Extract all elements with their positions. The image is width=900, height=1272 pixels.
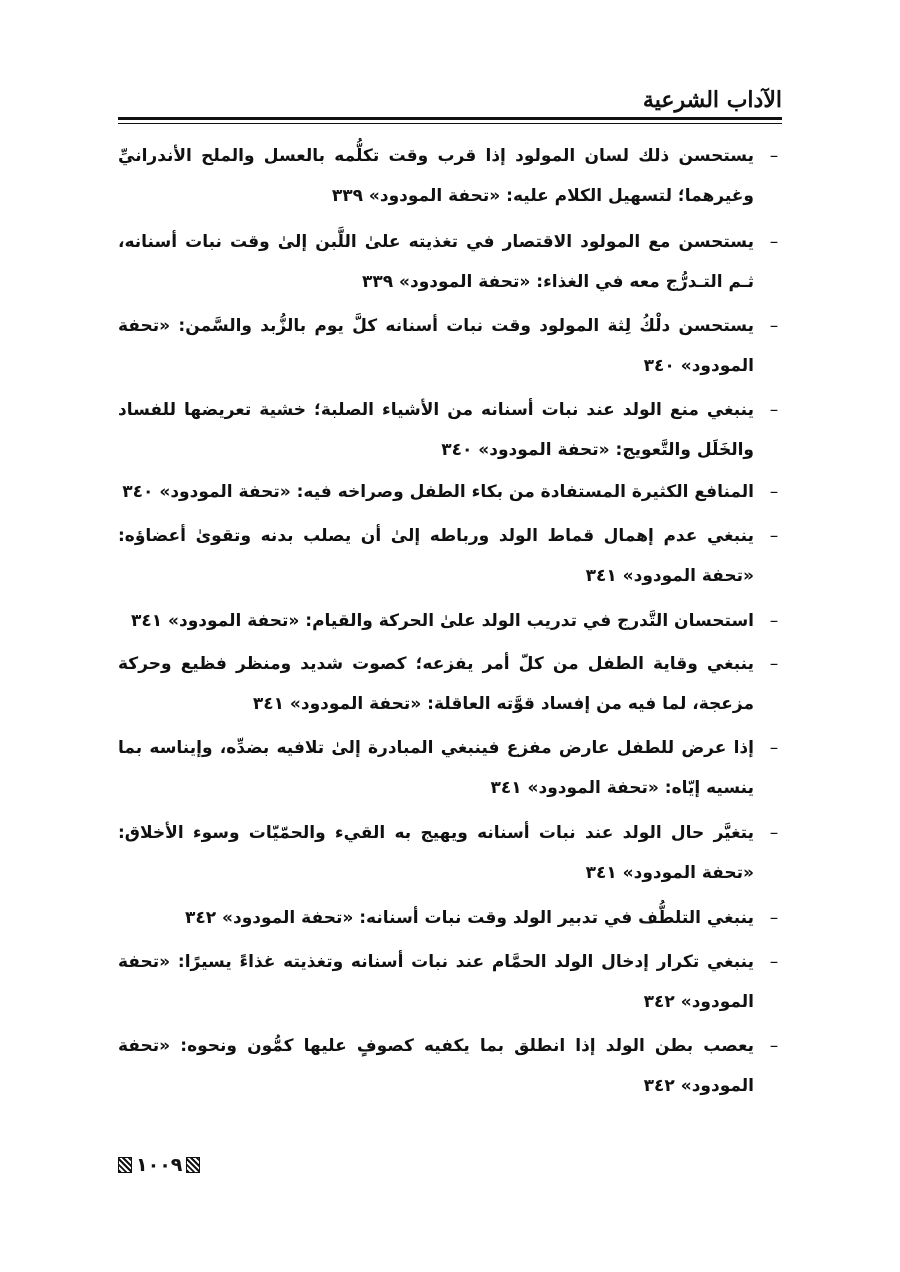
index-entry	[118, 728, 782, 808]
index-entry	[118, 942, 782, 1022]
index-entry	[118, 306, 782, 386]
entry-dash: –	[769, 611, 779, 631]
entry-text: ينبغي عدم إهمال قماط الولد ورباطه إلىٰ أن يصلب بدنه وتقوىٰ أعضاؤه: «تحفة المودود» ٣٤١	[118, 526, 754, 586]
entry-text: إذا عرض للطفل عارض مفزع فينبغي المبادرة إلىٰ تلافيه بضدِّه، وإيناسه بما ينسيه إيّاه: «تحفة المودود» ٣٤١	[118, 738, 754, 798]
entry-dash: –	[769, 400, 779, 420]
index-entry	[118, 136, 782, 216]
entry-text: يستحسن مع المولود الاقتصار في تغذيته علىٰ اللَّبن إلىٰ وقت نبات أسنانه، ثـم التـدرُّج معه في الغذاء: «تحفة المودود» ٣٣٩	[118, 232, 754, 292]
entry-text: استحسان التَّدرج في تدريب الولد علىٰ الحركة والقيام: «تحفة المودود» ٣٤١	[130, 611, 754, 631]
index-entry	[118, 1026, 782, 1106]
entry-dash: –	[769, 823, 779, 843]
entry-text: المنافع الكثيرة المستفادة من بكاء الطفل وصراخه فيه: «تحفة المودود» ٣٤٠	[122, 482, 754, 502]
entry-text: ينبغي منع الولد عند نبات أسنانه من الأشياء الصلبة؛ خشية تعريضها للفساد والخَلَل والتَّعويج: «تحفة المودود» ٣٤٠	[118, 400, 754, 460]
entry-dash: –	[769, 146, 779, 166]
header-rule-thin	[118, 123, 782, 124]
entry-dash: –	[769, 908, 779, 928]
index-entry	[118, 516, 782, 596]
entry-dash: –	[769, 1036, 779, 1056]
index-entry	[118, 222, 782, 302]
entry-dash: –	[769, 316, 779, 336]
entry-text: يستحسن دلْكُ لِثة المولود وقت نبات أسنانه كلَّ يوم بالزُّبد والسَّمن: «تحفة المودود» ٣٤٠	[118, 316, 754, 376]
page-number: ١٠٠٩	[136, 1154, 183, 1176]
index-entry	[118, 898, 782, 938]
index-entry	[118, 472, 782, 512]
running-header-title: الآداب الشرعية	[642, 87, 782, 113]
header-rule-thick	[118, 117, 782, 120]
entry-text: يعصب بطن الولد إذا انطلق بما يكفيه كصوفٍ عليها كمُّون ونحوه: «تحفة المودود» ٣٤٢	[118, 1036, 754, 1096]
entry-text: ينبغي التلطُّف في تدبير الولد وقت نبات أسنانه: «تحفة المودود» ٣٤٢	[184, 908, 754, 928]
ornament-left-icon	[118, 1157, 132, 1173]
entry-text: يتغيَّر حال الولد عند نبات أسنانه ويهيج به القيء والحمّيّات وسوء الأخلاق: «تحفة المودود» ٣٤١	[118, 823, 754, 883]
entry-dash: –	[769, 654, 779, 674]
entry-dash: –	[769, 232, 779, 252]
page-number-block	[118, 1154, 200, 1176]
entry-dash: –	[769, 952, 779, 972]
entry-text: يستحسن ذلك لسان المولود إذا قرب وقت تكلُّمه بالعسل والملح الأندرانيِّ وغيرهما؛ لتسهيل الكلام عليه: «تحفة المودود» ٣٣٩	[118, 146, 754, 206]
entry-dash: –	[769, 526, 779, 546]
entry-text: ينبغي تكرار إدخال الولد الحمَّام عند نبات أسنانه وتغذيته غذاءً يسيرًا: «تحفة المودود» ٣٤٢	[118, 952, 754, 1012]
entry-text: ينبغي وقاية الطفل من كلّ أمر يفزعه؛ كصوت شديد ومنظر فظيع وحركة مزعجة، لما فيه من إفساد قوَّته العاقلة: «تحفة المودود» ٣٤١	[118, 654, 754, 714]
index-entry	[118, 813, 782, 893]
entry-dash: –	[769, 738, 779, 758]
entry-dash: –	[769, 482, 779, 502]
index-entry	[118, 601, 782, 641]
index-entry	[118, 644, 782, 724]
index-entry	[118, 390, 782, 470]
ornament-right-icon	[186, 1157, 200, 1173]
